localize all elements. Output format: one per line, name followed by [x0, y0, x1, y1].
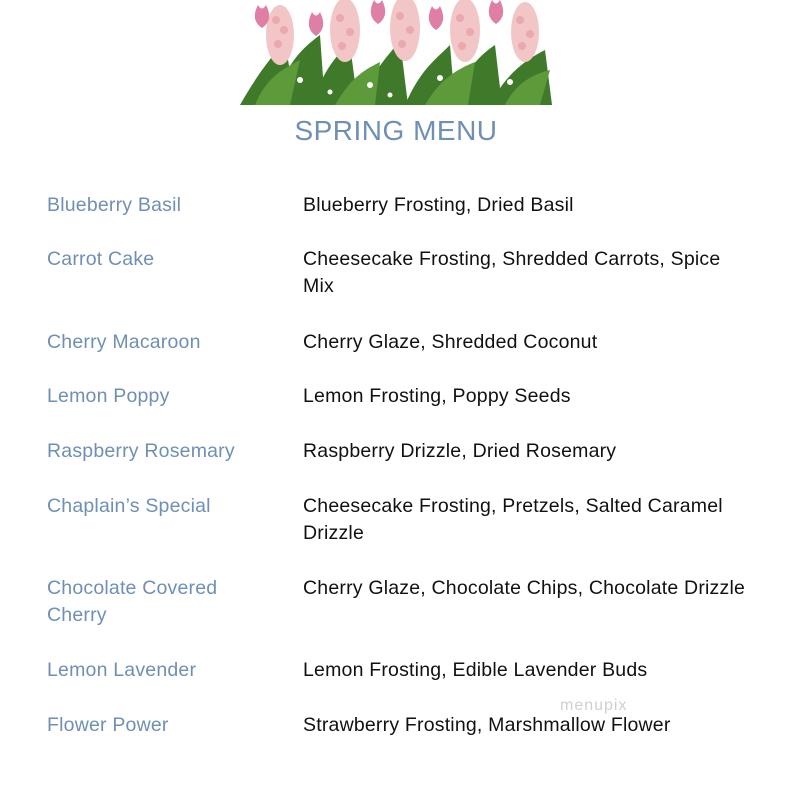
menu-item-name: Chaplain’s Special: [47, 495, 211, 517]
menu-item-name: Lemon Lavender: [47, 659, 197, 681]
menu-item-description: Raspberry Drizzle, Dried Rosemary: [303, 440, 617, 462]
menu-item-description: Cherry Glaze, Chocolate Chips, Chocolate Drizzle: [303, 577, 746, 599]
menu-item-description: Cherry Glaze, Shredded Coconut: [303, 331, 598, 353]
menu-item-description: Strawberry Frosting, Marshmallow Flower: [303, 714, 671, 736]
menu-item-description: Lemon Frosting, Edible Lavender Buds: [303, 659, 648, 681]
watermark: menupix: [560, 697, 628, 714]
flower-banner-image: [240, 0, 552, 105]
flower-illustration: [240, 0, 552, 105]
menu-item-name: Lemon Poppy: [47, 385, 170, 407]
menu-item-name: Carrot Cake: [47, 248, 155, 270]
menu-item-description: Blueberry Frosting, Dried Basil: [303, 194, 574, 216]
menu-item-description: Cheesecake Frosting, Pretzels, Salted Caramel Drizzle: [303, 495, 723, 544]
menu-item-description: Lemon Frosting, Poppy Seeds: [303, 385, 571, 407]
menu-item-name: Chocolate Covered Cherry: [47, 577, 218, 626]
menu-item-name: Raspberry Rosemary: [47, 440, 235, 462]
page-title: SPRING MENU: [294, 115, 498, 146]
menu-item-name: Blueberry Basil: [47, 194, 182, 216]
menu-item-description: Cheesecake Frosting, Shredded Carrots, Spice Mix: [303, 248, 721, 297]
menu-item-name: Flower Power: [47, 714, 169, 736]
menu-item-name: Cherry Macaroon: [47, 331, 201, 353]
